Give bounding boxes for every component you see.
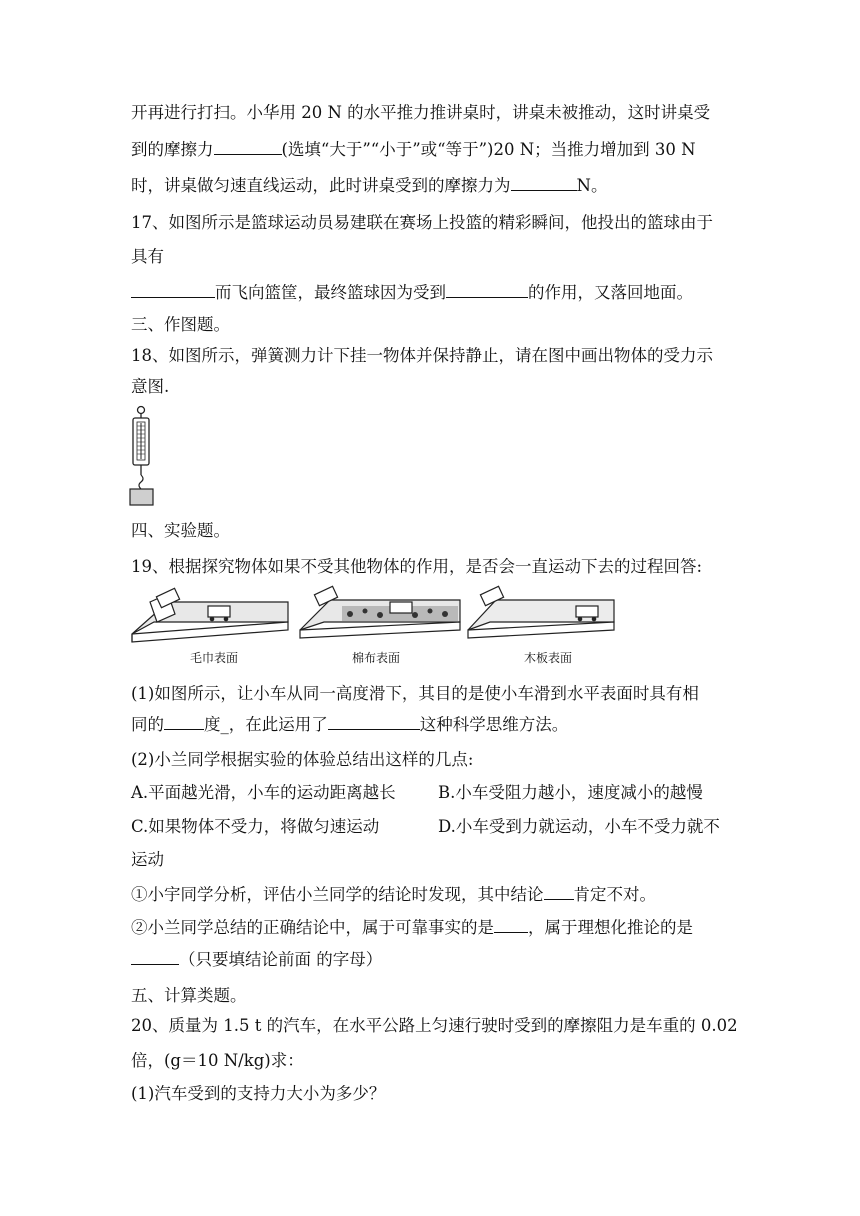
q19-part1-a: 同的 (131, 715, 164, 734)
hanging-block (130, 489, 153, 505)
cart-icon (390, 602, 412, 613)
q20-line-1: 20、质量为 1.5 t 的汽车，在水平公路上匀速行驶时受到的摩擦阻力是车重的 0.02 (131, 1016, 738, 1035)
answer-blank (544, 884, 574, 900)
q16-line-1: 开再进行打扫。小华用 20 N 的水平推力推讲桌时，讲桌未被推动，这时讲桌受 (131, 103, 711, 122)
q17-line-3-a: 而飞向篮筐，最终篮球因为受到 (215, 283, 446, 302)
q17-line-3-b: 的作用，又落回地面。 (528, 283, 693, 302)
scale-hook-ring (138, 407, 145, 414)
answer-blank (328, 714, 420, 730)
q20-line-3: (1)汽车受到的支持力大小为多少？ (131, 1084, 386, 1103)
cart-icon (208, 606, 230, 617)
q19-sub1-a: ①小宇同学分析，评估小兰同学的结论时发现，其中结论 (131, 885, 544, 904)
option-a: A.平面越光滑，小车的运动距离越长 (131, 783, 396, 802)
q18-line-2: 意图. (131, 377, 170, 396)
section-3-heading: 三、作图题。 (131, 315, 230, 334)
q17-line-3 (131, 282, 731, 304)
incline-experiment-figure (130, 584, 652, 670)
q16-line-3-b: N。 (576, 176, 608, 195)
answer-blank (131, 282, 215, 298)
section-4-heading: 四、实验题。 (131, 521, 230, 540)
q19-sub2-a: ②小兰同学总结的正确结论中，属于可靠事实的是 (131, 918, 494, 937)
q16-line-2-a: 到的摩擦力 (131, 140, 214, 159)
figure-label-towel: 毛巾表面 (190, 651, 239, 665)
option-d-continued: 运动 (131, 850, 164, 869)
spring-scale-figure (124, 405, 164, 507)
answer-blank (511, 175, 577, 191)
q17-line-2: 具有 (131, 247, 164, 266)
q19-part1-c: 这种科学思维方法。 (419, 715, 569, 734)
q19-sub2-b: ，属于理想化推论的是 (528, 918, 693, 937)
q19-sub1-b: 肯定不对。 (573, 885, 656, 904)
q16-line-3-a: 时，讲桌做匀速直线运动，此时讲桌受到的摩擦力为 (131, 176, 511, 195)
answer-blank (131, 949, 179, 965)
q19-part1-b: 度_，在此运用了 (204, 715, 328, 734)
figure-label-wood: 木板表面 (524, 651, 573, 665)
q19-part1-line-2 (131, 714, 731, 736)
q16-line-2-b: (选填“大于”“小于”或“等于”)20 N；当推力增加到 30 N (281, 140, 696, 159)
q17-line-1: 17、如图所示是篮球运动员易建联在赛场上投篮的精彩瞬间，他投出的篮球由于 (131, 213, 713, 232)
option-c: C.如果物体不受力，将做匀速运动 (131, 817, 380, 836)
option-b: B.小车受阻力越小，速度减小的越慢 (438, 783, 703, 802)
q19-sub2 (131, 917, 731, 939)
q19-part2-intro: (2)小兰同学根据实验的体验总结出这样的几点: (131, 750, 474, 769)
answer-blank (214, 139, 282, 155)
answer-blank (446, 282, 528, 298)
scale-hook (139, 475, 143, 489)
option-d: D.小车受到力就运动，小车不受力就不 (438, 817, 720, 836)
q19-sub2-c: （只要填结论前面 的字母） (179, 950, 383, 969)
wood-surface-panel (468, 586, 614, 665)
q19-intro: 19、根据探究物体如果不受其他物体的作用，是否会一直运动下去的过程回答: (131, 557, 703, 576)
figure-label-cotton: 棉布表面 (352, 651, 401, 665)
answer-blank (494, 917, 528, 933)
q19-part1-line-1: (1)如图所示，让小车从同一高度滑下，其目的是使小车滑到水平表面时具有相 (131, 684, 699, 703)
q19-sub1 (131, 884, 731, 906)
section-5-heading: 五、计算类题。 (131, 986, 247, 1005)
towel-surface-panel (132, 588, 288, 665)
q16-line-2 (131, 139, 731, 161)
answer-blank (164, 714, 204, 730)
cotton-surface-panel (300, 586, 460, 665)
cart-icon (576, 606, 598, 617)
q16-line-3 (131, 175, 731, 197)
q19-sub2-cont (131, 949, 731, 971)
q20-line-2: 倍，(g＝10 N/kg)求： (131, 1051, 304, 1070)
q18-line-1: 18、如图所示，弹簧测力计下挂一物体并保持静止，请在图中画出物体的受力示 (131, 346, 713, 365)
